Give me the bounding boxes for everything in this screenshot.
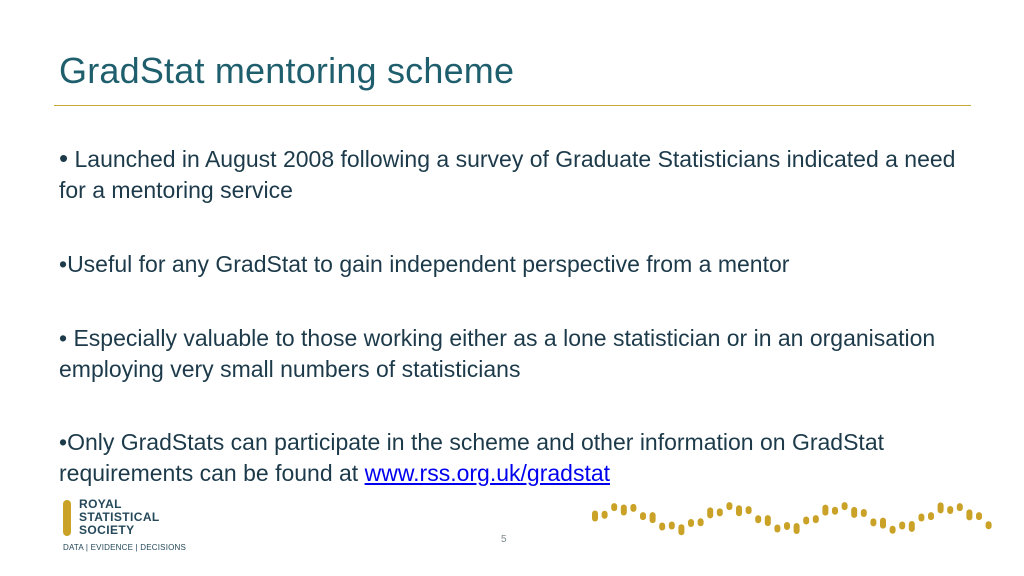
wave-dot — [986, 521, 992, 529]
wave-dot — [669, 522, 675, 530]
gold-dot-wave-icon — [586, 488, 996, 538]
wave-dot — [717, 508, 723, 516]
wave-dot — [957, 503, 963, 511]
bullet-item-2 — [59, 249, 789, 280]
page-number: 5 — [501, 534, 507, 545]
wave-dot — [803, 516, 809, 524]
wave-dot — [890, 526, 896, 534]
wave-dot — [928, 512, 934, 520]
wave-dot — [621, 505, 627, 516]
wave-dot — [698, 518, 704, 526]
bullet-text: Only GradStats can participate in the scheme and other information on GradStat requirements can be found at — [59, 429, 885, 486]
gradstat-link[interactable]: www.rss.org.uk/gradstat — [364, 460, 611, 486]
wave-dot — [947, 506, 953, 514]
logo-line-1: ROYAL — [79, 497, 122, 511]
wave-dot — [918, 513, 924, 521]
bullet-text: Especially valuable to those working either as a lone statistician or in an organisation employing very small numbers of statisticians — [59, 325, 936, 382]
bullet-item-1 — [59, 143, 959, 206]
wave-dot — [851, 507, 857, 518]
bullet-marker: • — [59, 251, 68, 277]
title-divider — [54, 105, 971, 106]
wave-dot — [630, 504, 636, 512]
wave-dot — [774, 525, 780, 533]
wave-dot — [861, 509, 867, 517]
wave-dot — [650, 512, 656, 523]
wave-dot — [755, 515, 761, 523]
wave-dot — [938, 502, 944, 513]
wave-dot — [870, 518, 876, 526]
logo-bar-icon — [63, 500, 71, 536]
slide-title: GradStat mentoring scheme — [59, 50, 515, 91]
bullet-item-4 — [59, 427, 959, 489]
wave-dot — [592, 511, 598, 522]
bullet-text: Launched in August 2008 following a survey of Graduate Statisticians indicated a need for a mentoring service — [59, 146, 956, 203]
wave-dot — [966, 509, 972, 520]
wave-dot — [832, 507, 838, 515]
logo-line-3: SOCIETY — [79, 523, 135, 537]
wave-dot — [794, 523, 800, 534]
bullet-item-3 — [59, 323, 959, 385]
wave-dot — [813, 515, 819, 523]
wave-dot — [899, 521, 905, 529]
wave-dot — [842, 502, 848, 510]
wave-dot — [736, 505, 742, 516]
wave-dot — [909, 521, 915, 532]
wave-dot — [678, 524, 684, 535]
wave-dot — [688, 519, 694, 527]
wave-dot — [765, 515, 771, 526]
wave-dot — [976, 512, 982, 520]
wave-dot — [659, 523, 665, 531]
wave-dot — [707, 507, 713, 518]
wave-dot — [784, 522, 790, 530]
wave-dot — [611, 503, 617, 511]
logo-wordmark — [79, 498, 160, 537]
rss-logo — [63, 498, 203, 556]
wave-dot — [880, 518, 886, 529]
bullet-marker: • — [59, 143, 69, 173]
logo-line-2: STATISTICAL — [79, 510, 160, 524]
wave-dot — [640, 512, 646, 520]
wave-dot — [822, 505, 828, 516]
wave-dot — [726, 502, 732, 510]
bullet-text: Useful for any GradStat to gain independent perspective from a mentor — [67, 251, 790, 277]
bullet-marker: • — [59, 429, 68, 455]
logo-tagline: DATA | EVIDENCE | DECISIONS — [63, 543, 187, 552]
wave-dot — [746, 506, 752, 514]
wave-dot — [602, 511, 608, 519]
bullet-marker: • — [59, 325, 68, 351]
